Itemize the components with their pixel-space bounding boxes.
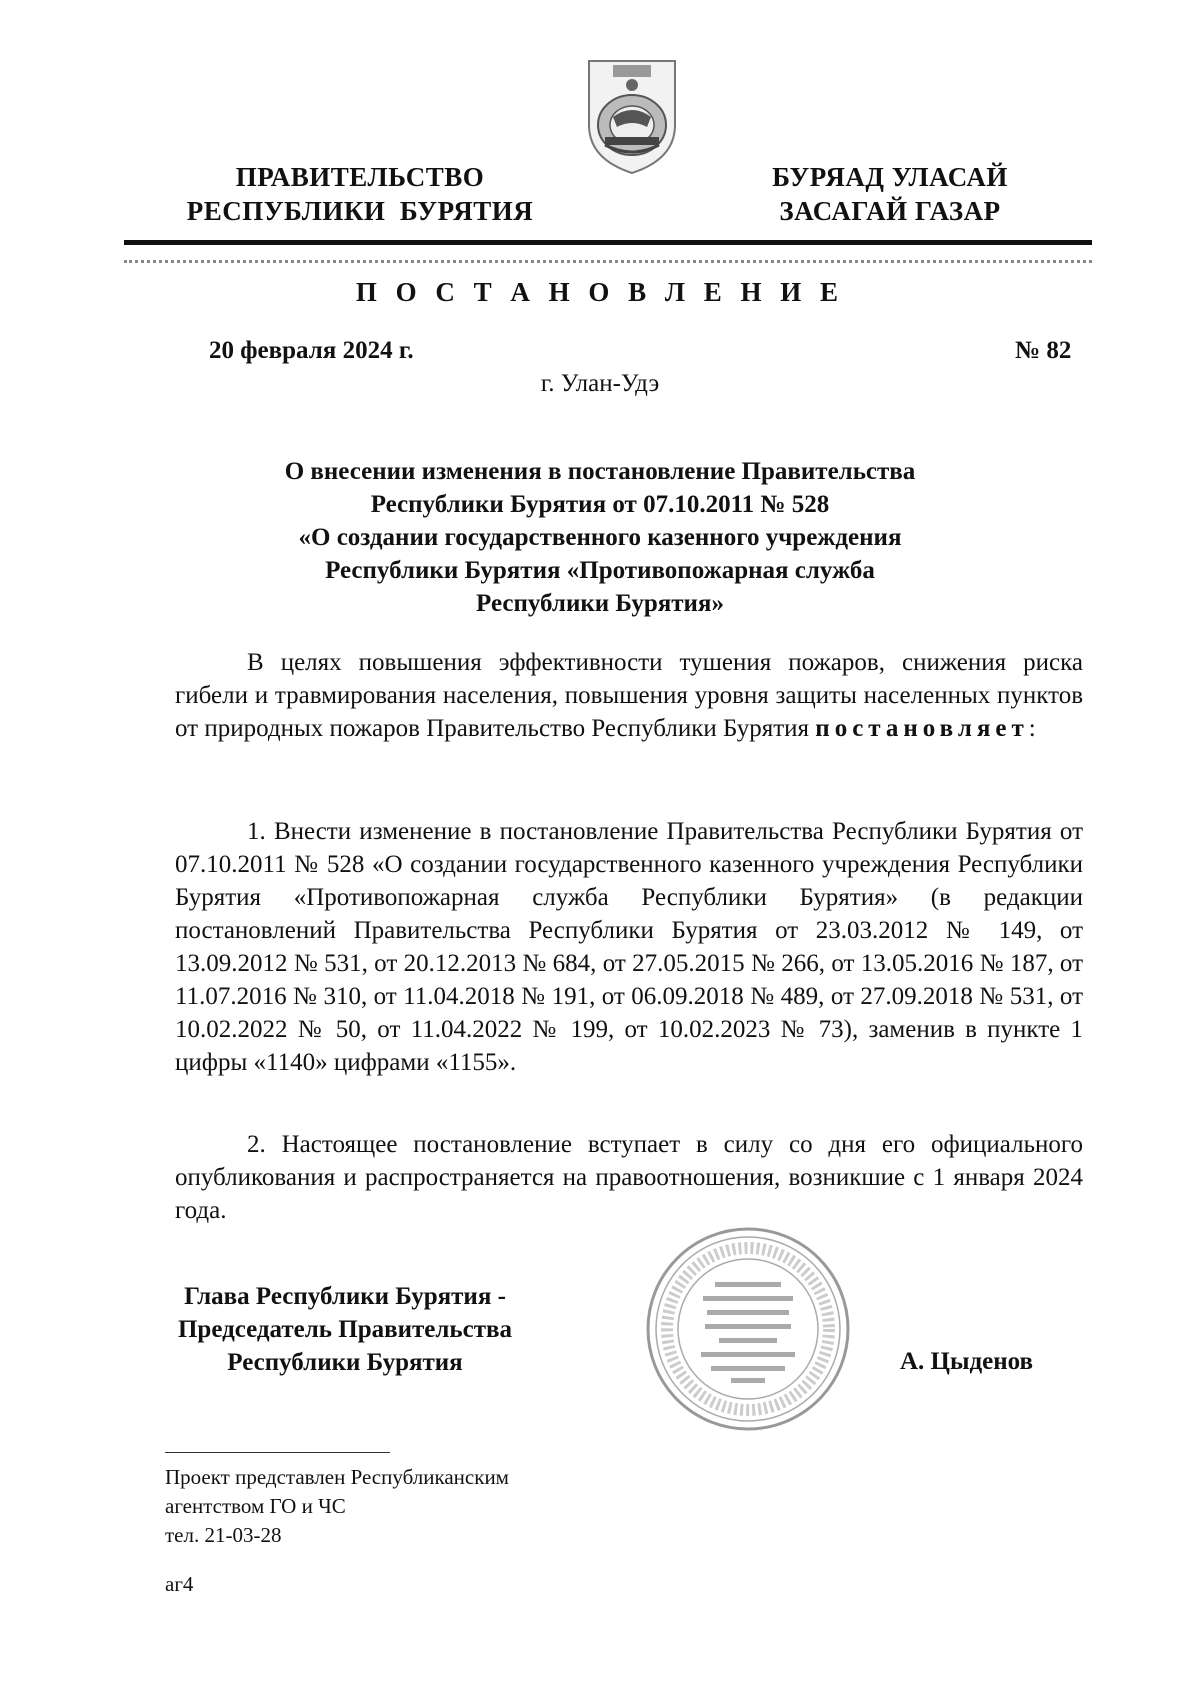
header-divider-thick <box>124 240 1092 245</box>
item-2-paragraph: 2. Настоящее постановление вступает в силу со дня его официального опубликования и распространяется на правоотношения, возникшие с 1 января 2024 года. <box>175 1131 1083 1224</box>
signatory-name: А. Цыденов <box>900 1348 1034 1375</box>
header-left-block <box>160 160 560 228</box>
footnote-block <box>165 1463 509 1550</box>
footnote-divider <box>165 1452 390 1453</box>
document-date: 20 февраля 2024 г. <box>209 337 414 364</box>
header-left-line2: РЕСПУБЛИКИ БУРЯТИЯ <box>186 196 534 226</box>
document-city: г. Улан-Удэ <box>540 370 660 397</box>
title-line: Республики Бурятия от 07.10.2011 № 528 <box>370 491 830 518</box>
document-number: № 82 <box>1015 337 1072 364</box>
title-line: О внесении изменения в постановление Правительства <box>284 458 916 485</box>
header-right-line2: ЗАСАГАЙ ГАЗАР <box>779 196 1001 226</box>
footnote-line: тел. 21-03-28 <box>165 1523 282 1547</box>
preamble-paragraph <box>175 646 1083 745</box>
decree-word: постановляет <box>815 715 1029 742</box>
document-type: П О С Т А Н О В Л Е Н И Е <box>355 277 845 307</box>
official-stamp-icon <box>643 1224 853 1434</box>
signatory-title-line: Республики Бурятия <box>227 1349 463 1376</box>
document-code: аг4 <box>165 1572 194 1596</box>
title-line: «О создании государственного казенного учреждения <box>298 524 902 551</box>
footnote-line: агентством ГО и ЧС <box>165 1494 346 1518</box>
header-right-block <box>745 160 1035 228</box>
signatory-title-line: Глава Республики Бурятия - <box>184 1283 506 1310</box>
header-right-line1: БУРЯАД УЛАСАЙ <box>772 162 1008 192</box>
title-line: Республики Бурятия» <box>476 590 724 617</box>
title-line: Республики Бурятия «Противопожарная служба <box>325 557 875 584</box>
footnote-line: Проект представлен Республиканским <box>165 1465 509 1489</box>
coat-of-arms-icon <box>583 55 681 177</box>
preamble-colon: : <box>1028 715 1036 742</box>
document-title <box>160 455 1040 620</box>
header-left-line1: ПРАВИТЕЛЬСТВО <box>235 162 485 192</box>
signatory-title <box>140 1280 550 1379</box>
item-1-paragraph: 1. Внести изменение в постановление Правительства Республики Бурятия от 07.10.2011 № 528 «О создании государственного казенного учреждения Республики Бурятия «Противопожарная служба Республики Бурятия» (в редакции постановлений Правительства Республики Бурятия от 23.03.2012 № 149, от 13.09.2012 № 531, от 20.12.2013 № 684, от 27.05.2015 № 266, от 13.05.2016 № 187, от 11.07.2016 № 310, от 11.04.2018 № 191, от 06.09.2018 № 489, от 27.09.2018 № 531, от 10.02.2022 № 50, от 11.04.2022 № 199, от 10.02.2023 № 73), заменив в пункте 1 цифры «1140» цифрами «1155». <box>175 818 1083 1076</box>
signatory-title-line: Председатель Правительства <box>177 1316 513 1343</box>
preamble-text: В целях повышения эффективности тушения пожаров, снижения риска гибели и травмирования населения, повышения уровня защиты населенных пунктов от природных пожаров Правительство Республики Бурятия <box>175 649 1083 742</box>
header-divider-dotted <box>124 260 1092 263</box>
